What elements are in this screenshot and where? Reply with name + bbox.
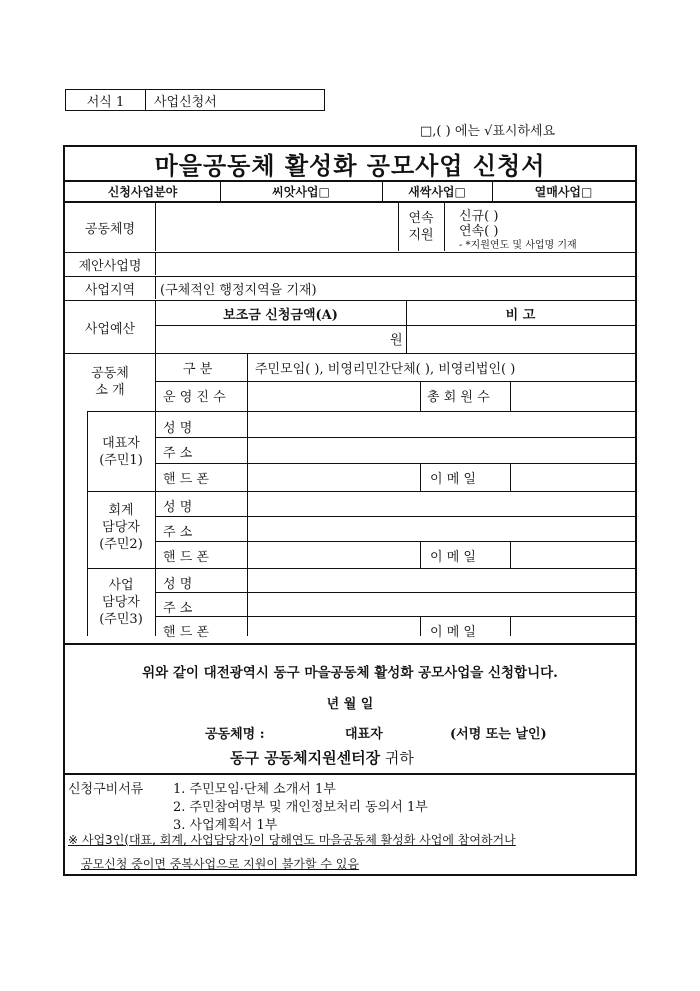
sign-hint: (서명 또는 날인) <box>450 727 547 742</box>
divider <box>155 253 156 275</box>
rep-name-label: 성 명 <box>163 421 193 436</box>
form-name: 사업신청서 <box>154 94 217 110</box>
divider <box>155 592 635 593</box>
pm-phone-label: 핸 드 폰 <box>163 625 209 640</box>
community-name-label: 공동체명 <box>84 221 136 237</box>
rep-phone-label: 핸 드 폰 <box>163 472 209 487</box>
acc-address-label: 주 소 <box>163 525 193 540</box>
region-field[interactable]: (구체적인 행정지역을 기재) <box>160 282 317 298</box>
budget-label: 사업예산 <box>84 321 136 337</box>
addressee <box>230 747 414 768</box>
divider <box>155 437 635 438</box>
intro-label: 공동체 소 개 <box>91 365 129 398</box>
acc-phone-label: 핸 드 폰 <box>163 550 209 565</box>
attachment-item: 1. 주민모임·단체 소개서 1부 <box>173 782 336 797</box>
addressee-title: 동구 공동체지원센터장 <box>230 749 381 767</box>
divider <box>155 463 635 464</box>
attachment-item: 2. 주민참여명부 및 개인정보처리 동의서 1부 <box>173 800 428 815</box>
representative-label: 대표자 (주민1) <box>99 436 143 468</box>
divider <box>155 325 635 326</box>
acc-name-label: 성 명 <box>163 500 193 515</box>
divider <box>420 616 421 636</box>
community-name-field[interactable] <box>157 205 397 249</box>
divider <box>510 463 511 491</box>
continuation-cont-option[interactable]: 연속( ) <box>459 224 499 239</box>
divider <box>444 203 445 251</box>
divider <box>65 773 635 775</box>
category-seed-option[interactable]: 씨앗사업□ <box>272 184 330 199</box>
category-label: 신청사업분야 <box>107 184 178 199</box>
sign-community-label: 공동체명 : <box>205 727 265 742</box>
project-manager-label: 사업 담당자 (주민3) <box>99 578 143 627</box>
continuation-new-option[interactable]: 신규( ) <box>459 209 499 224</box>
mark-instruction: □,( ) 에는 √표시하세요 <box>420 124 556 139</box>
page-title: 마을공동체 활성화 공모사업 신청서 <box>154 152 546 180</box>
divider <box>420 541 421 568</box>
pm-email-label: 이 메 일 <box>430 625 476 640</box>
form-tag-box <box>65 89 325 111</box>
divider <box>420 382 421 411</box>
continuation-hint: - *지원연도 및 사업명 기재 <box>459 240 577 251</box>
category-sprout-option[interactable]: 새싹사업□ <box>408 184 466 199</box>
warning-line-2: 공모신청 중이면 중복사업으로 지원이 불가할 수 있음 <box>81 857 359 871</box>
divider <box>510 382 511 411</box>
divider <box>247 354 248 636</box>
divider <box>420 463 421 491</box>
proposal-name-field[interactable] <box>157 255 627 273</box>
date-line: 년 월 일 <box>326 697 374 712</box>
accountant-label: 회계 담당자 (주민2) <box>99 502 143 552</box>
declaration-text: 위와 같이 대전광역시 동구 마을공동체 활성화 공모사업을 신청합니다. <box>142 665 558 681</box>
budget-remarks-header: 비 고 <box>505 307 536 323</box>
member-count-label: 총 회 원 수 <box>427 390 490 405</box>
pm-name-label: 성 명 <box>163 577 193 592</box>
divider <box>87 411 635 412</box>
divider <box>155 354 156 636</box>
form-number: 서식 1 <box>66 90 146 110</box>
rep-email-label: 이 메 일 <box>430 472 476 487</box>
addressee-suffix: 귀하 <box>384 749 414 767</box>
divider <box>155 277 156 299</box>
region-label: 사업지역 <box>84 282 136 298</box>
acc-email-label: 이 메 일 <box>430 550 476 565</box>
intro-type-options[interactable]: 주민모임( ), 비영리민간단체( ), 비영리법인( ) <box>255 362 516 377</box>
divider <box>155 203 156 251</box>
divider <box>65 643 635 645</box>
divider <box>155 616 635 617</box>
intro-type-label: 구 분 <box>183 362 213 377</box>
divider <box>155 516 635 517</box>
divider <box>155 381 635 382</box>
attachment-item: 3. 사업계획서 1부 <box>173 818 278 833</box>
budget-amount-header: 보조금 신청금액(A) <box>223 307 338 323</box>
category-fruit-option[interactable]: 열매사업□ <box>534 184 593 199</box>
divider <box>87 491 635 492</box>
pm-address-label: 주 소 <box>163 601 193 616</box>
divider <box>155 541 635 542</box>
rep-address-label: 주 소 <box>163 446 193 461</box>
divider <box>87 568 635 569</box>
divider <box>510 541 511 568</box>
budget-unit: 원 <box>390 333 403 348</box>
continuation-label: 연속 지원 <box>408 211 434 243</box>
divider <box>510 616 511 636</box>
application-form <box>63 145 637 876</box>
staff-count-label: 운 영 진 수 <box>163 390 226 405</box>
proposal-label: 제안사업명 <box>78 258 142 274</box>
warning-line-1: ※ 사업3인(대표, 회계, 사업담당자)이 당해연도 마을공동체 활성화 사업에 참여하거나 <box>68 833 516 847</box>
sign-representative-label: 대표자 <box>345 727 383 742</box>
attachments-label: 신청구비서류 <box>68 782 144 797</box>
